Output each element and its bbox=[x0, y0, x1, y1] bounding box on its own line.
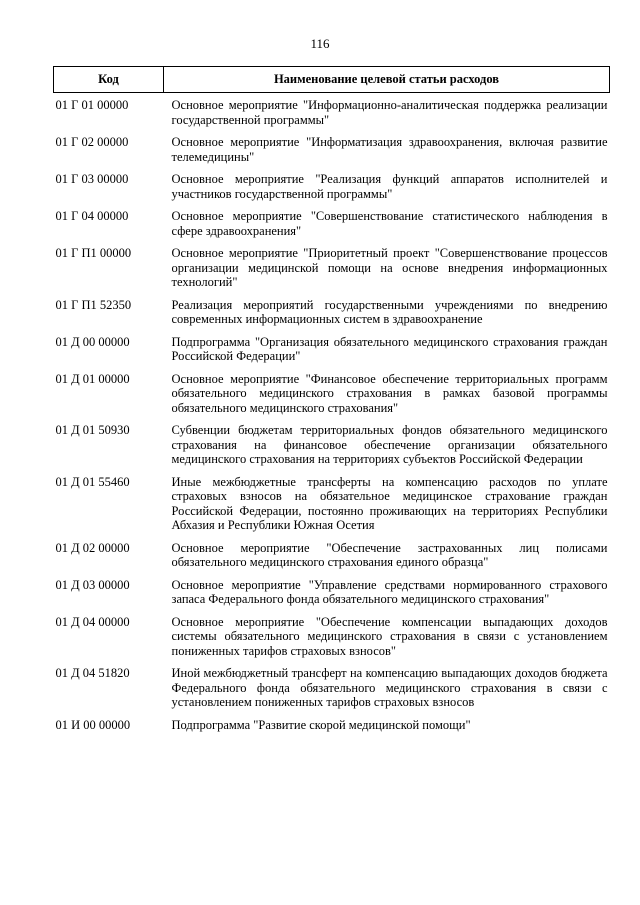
table-body bbox=[54, 93, 610, 741]
row-code: 01 Д 04 00000 bbox=[55, 614, 130, 629]
table-row bbox=[54, 246, 610, 298]
page-number: 116 bbox=[310, 36, 330, 51]
row-code: 01 Д 02 00000 bbox=[55, 540, 130, 555]
table-header bbox=[54, 67, 610, 93]
table-row bbox=[54, 172, 610, 209]
row-name: Основное мероприятие "Финансовое обеспечение территориальных программ обязательного медицинского страхования в рамках базовой программы обязательного медицинского страхования" bbox=[171, 371, 608, 415]
row-code: 01 Д 01 50930 bbox=[55, 423, 130, 437]
row-name: Реализация мероприятий государственными учреждениями по внедрению современных информационных систем в здравоохранение bbox=[171, 297, 608, 326]
table-row bbox=[54, 335, 610, 372]
row-code: 01 Г 02 00000 bbox=[55, 135, 129, 149]
table-row bbox=[54, 93, 610, 136]
row-name: Основное мероприятие "Управление средствами нормированного страхового запаса Федерального фонда обязательного медицинского страхования" bbox=[171, 577, 608, 606]
table-row bbox=[54, 578, 610, 615]
table-header-row bbox=[54, 67, 610, 93]
row-name: Субвенции бюджетам территориальных фондов обязательного медицинского страхования на финансовое обеспечение организации обязательного медицинского страхования на территориях субъектов Российской Федерации bbox=[171, 423, 608, 466]
table-row bbox=[54, 298, 610, 335]
table-row bbox=[54, 541, 610, 578]
row-code: 01 Г П1 52350 bbox=[55, 297, 132, 312]
row-name: Основное мероприятие "Реализация функций аппаратов исполнителей и участников государственной программы" bbox=[171, 172, 608, 201]
row-name: Иной межбюджетный трансферт на компенсацию выпадающих доходов бюджета Федерального фонда обязательного медицинского страхования в связи с установлением пониженных тарифов страховых взносов bbox=[171, 666, 608, 709]
table-row bbox=[54, 666, 610, 718]
row-name: Основное мероприятие "Информационно-аналитическая поддержка реализации государственной программы" bbox=[171, 98, 608, 127]
column-header-name: Наименование целевой статьи расходов bbox=[164, 67, 610, 93]
table-row bbox=[54, 372, 610, 424]
row-name: Основное мероприятие "Обеспечение застрахованных лиц полисами обязательного медицинского страхования единого образца" bbox=[171, 540, 608, 569]
row-code: 01 Д 01 55460 bbox=[55, 474, 130, 489]
row-code: 01 Д 04 51820 bbox=[55, 666, 130, 680]
row-name: Основное мероприятие "Информатизация здравоохранения, включая развитие телемедицины" bbox=[171, 135, 608, 164]
budget-items-table bbox=[53, 66, 610, 740]
row-code: 01 Д 03 00000 bbox=[55, 577, 130, 592]
row-code: 01 Д 01 00000 bbox=[55, 371, 130, 386]
row-code: 01 Г 01 00000 bbox=[55, 98, 129, 112]
table-row bbox=[54, 718, 610, 741]
row-name: Иные межбюджетные трансферты на компенсацию расходов по уплате страховых взносов на обязательное медицинское страхование граждан Российской Федерации, постоянно проживающих на территориях Республики Абхазия и Республики Южная Осетия bbox=[171, 474, 608, 532]
row-name: Основное мероприятие "Приоритетный проект "Совершенствование процессов организации медицинской помощи на основе внедрения информационных технологий" bbox=[171, 246, 608, 289]
row-name: Подпрограмма "Организация обязательного медицинского страхования граждан Российской Федерации" bbox=[171, 334, 608, 363]
table-row bbox=[54, 475, 610, 541]
row-name: Основное мероприятие "Обеспечение компенсации выпадающих доходов системы обязательного медицинского страхования в связи с установлением пониженных тарифов страховых взносов" bbox=[171, 614, 608, 658]
row-name: Подпрограмма "Развитие скорой медицинской помощи" bbox=[171, 717, 471, 732]
row-code: 01 Г П1 00000 bbox=[55, 246, 132, 260]
table-row bbox=[54, 209, 610, 246]
row-code: 01 Д 00 00000 bbox=[55, 334, 130, 349]
row-code: 01 Г 03 00000 bbox=[55, 172, 129, 186]
row-code: 01 И 00 00000 bbox=[55, 717, 131, 732]
table-row bbox=[54, 615, 610, 667]
column-header-code: Код bbox=[54, 67, 164, 93]
row-code: 01 Г 04 00000 bbox=[55, 209, 129, 223]
table-row bbox=[54, 423, 610, 475]
table-row bbox=[54, 135, 610, 172]
row-name: Основное мероприятие "Совершенствование статистического наблюдения в сфере здравоохранения" bbox=[171, 209, 608, 238]
